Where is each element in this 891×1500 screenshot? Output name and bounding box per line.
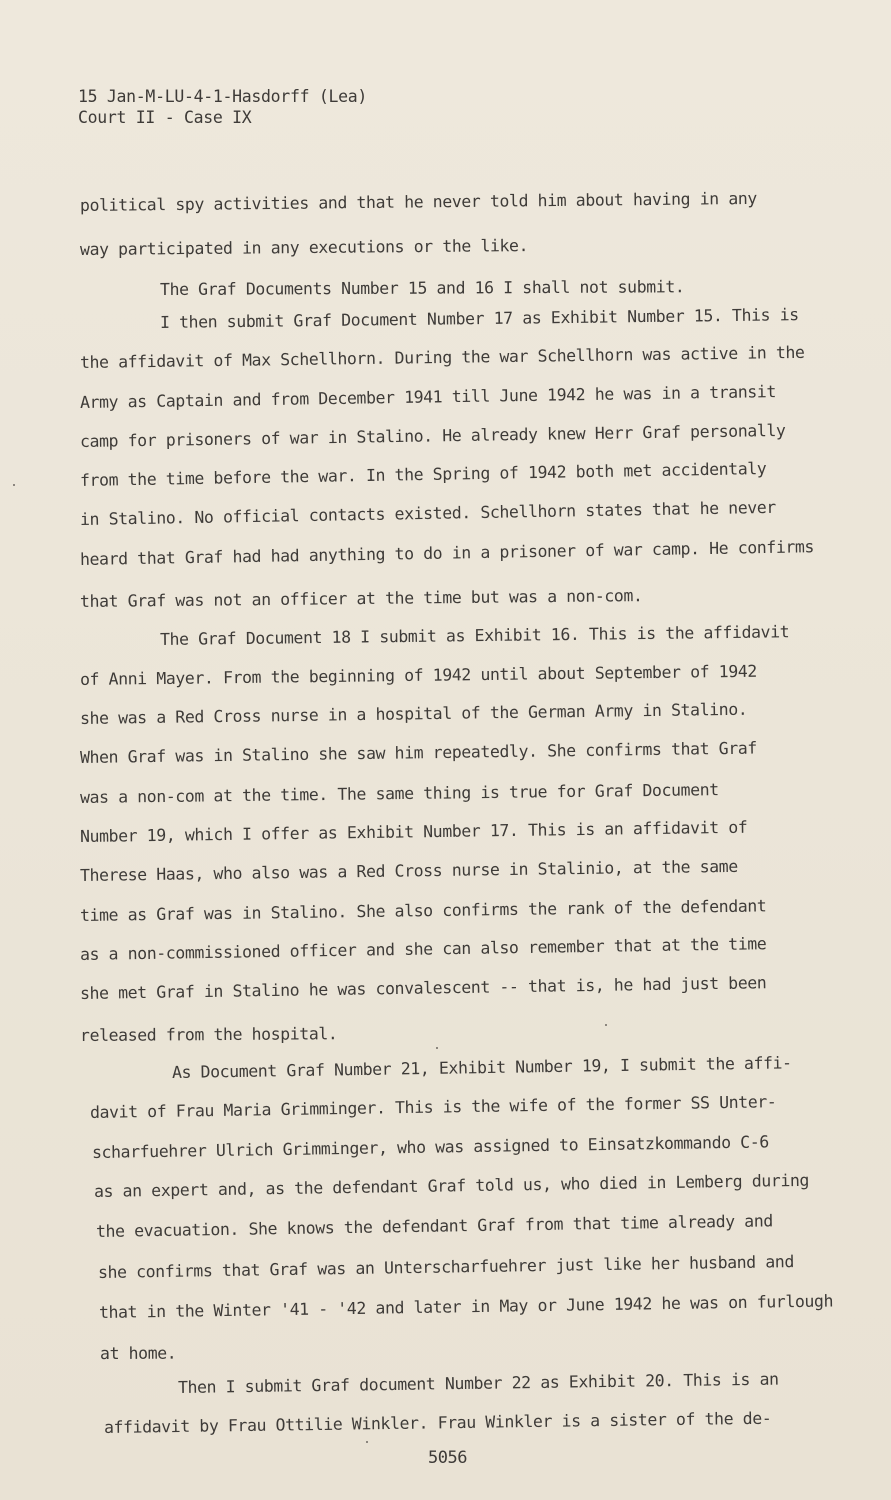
text-line: I then submit Graf Document Number 17 as Exhibit Number 15. This is (159, 305, 799, 332)
text-line: was a non-com at the time. The same thing is true for Graf Document (79, 780, 719, 807)
text-line: from the time before the war. In the Spring of 1942 both met accidentaly (79, 459, 767, 490)
text-line: Number 19, which I offer as Exhibit Number 17. This is an affidavit of (79, 817, 748, 846)
text-line: as a non-commissioned officer and she can also remember that at the time (79, 934, 767, 964)
text-line: Therese Haas, who also was a Red Cross nurse in Stalinio, at the same (79, 856, 738, 885)
text-line: When Graf was in Stalino she saw him repeatedly. She confirms that Graf (79, 738, 757, 767)
text-line: the evacuation. She knows the defendant Graf from that time already and (95, 1211, 773, 1241)
text-line: Then I submit Graf document Number 22 as Exhibit 20. This is an (177, 1369, 779, 1397)
text-line: in Stalino. No official contacts existed. Schellhorn states that he never (79, 497, 777, 529)
paper-speck (605, 1024, 607, 1026)
text-line: that Graf was not an officer at the time but was a non-com. (79, 586, 643, 611)
header-court-case: Court II - Case IX (78, 108, 252, 127)
text-line: of Anni Mayer. From the beginning of 1942 until about September of 1942 (79, 661, 757, 689)
text-line: as an expert and, as the defendant Graf told us, who died in Lemberg during (93, 1170, 810, 1201)
paper-speck (436, 1047, 438, 1049)
paper-speck (366, 1441, 368, 1443)
text-line: way participated in any executions or the like. (79, 236, 529, 259)
text-line: heard that Graf had had anything to do in a prisoner of war camp. He confirms (79, 537, 815, 569)
text-line: political spy activities and that he never told him about having in any (79, 188, 757, 215)
text-line: As Document Graf Number 21, Exhibit Number 19, I submit the affi- (171, 1053, 792, 1082)
text-line: affidavit by Frau Ottilie Winkler. Frau Winkler is a sister of the de- (103, 1408, 772, 1437)
text-line: she met Graf in Stalino he was convalescent -- that is, he had just been (79, 973, 767, 1003)
text-line: released from the hospital. (79, 1024, 338, 1045)
text-line: camp for prisoners of war in Stalino. He already knew Herr Graf personally (79, 420, 786, 451)
text-line: davit of Frau Maria Grimminger. This is the wife of the former SS Unter- (89, 1092, 777, 1122)
document-header (78, 86, 367, 128)
text-line: time as Graf was in Stalino. She also confirms the rank of the defendant (79, 896, 767, 925)
text-line: Army as Captain and from December 1941 till June 1942 he was in a transit (79, 382, 777, 412)
text-line: she was a Red Cross nurse in a hospital of the German Army in Stalino. (79, 699, 748, 728)
text-line: she confirms that Graf was an Unterscharfuehrer just like her husband and (97, 1252, 795, 1282)
paper-speck (13, 484, 15, 486)
header-reference: 15 Jan-M-LU-4-1-Hasdorff (Lea) (78, 87, 368, 106)
text-line: that in the Winter '41 - '42 and later in May or June 1942 he was on furlough (98, 1291, 834, 1322)
text-line: The Graf Documents Number 15 and 16 I shall not submit. (159, 277, 685, 299)
page-number: 5056 (428, 1448, 467, 1468)
text-line: the affidavit of Max Schellhorn. During the war Schellhorn was active in the (79, 342, 805, 372)
text-line: at home. (99, 1343, 177, 1363)
text-line: The Graf Document 18 I submit as Exhibit 16. This is the affidavit (159, 622, 790, 649)
text-line: scharfuehrer Ulrich Grimminger, who was assigned to Einsatzkommando C-6 (91, 1132, 769, 1162)
